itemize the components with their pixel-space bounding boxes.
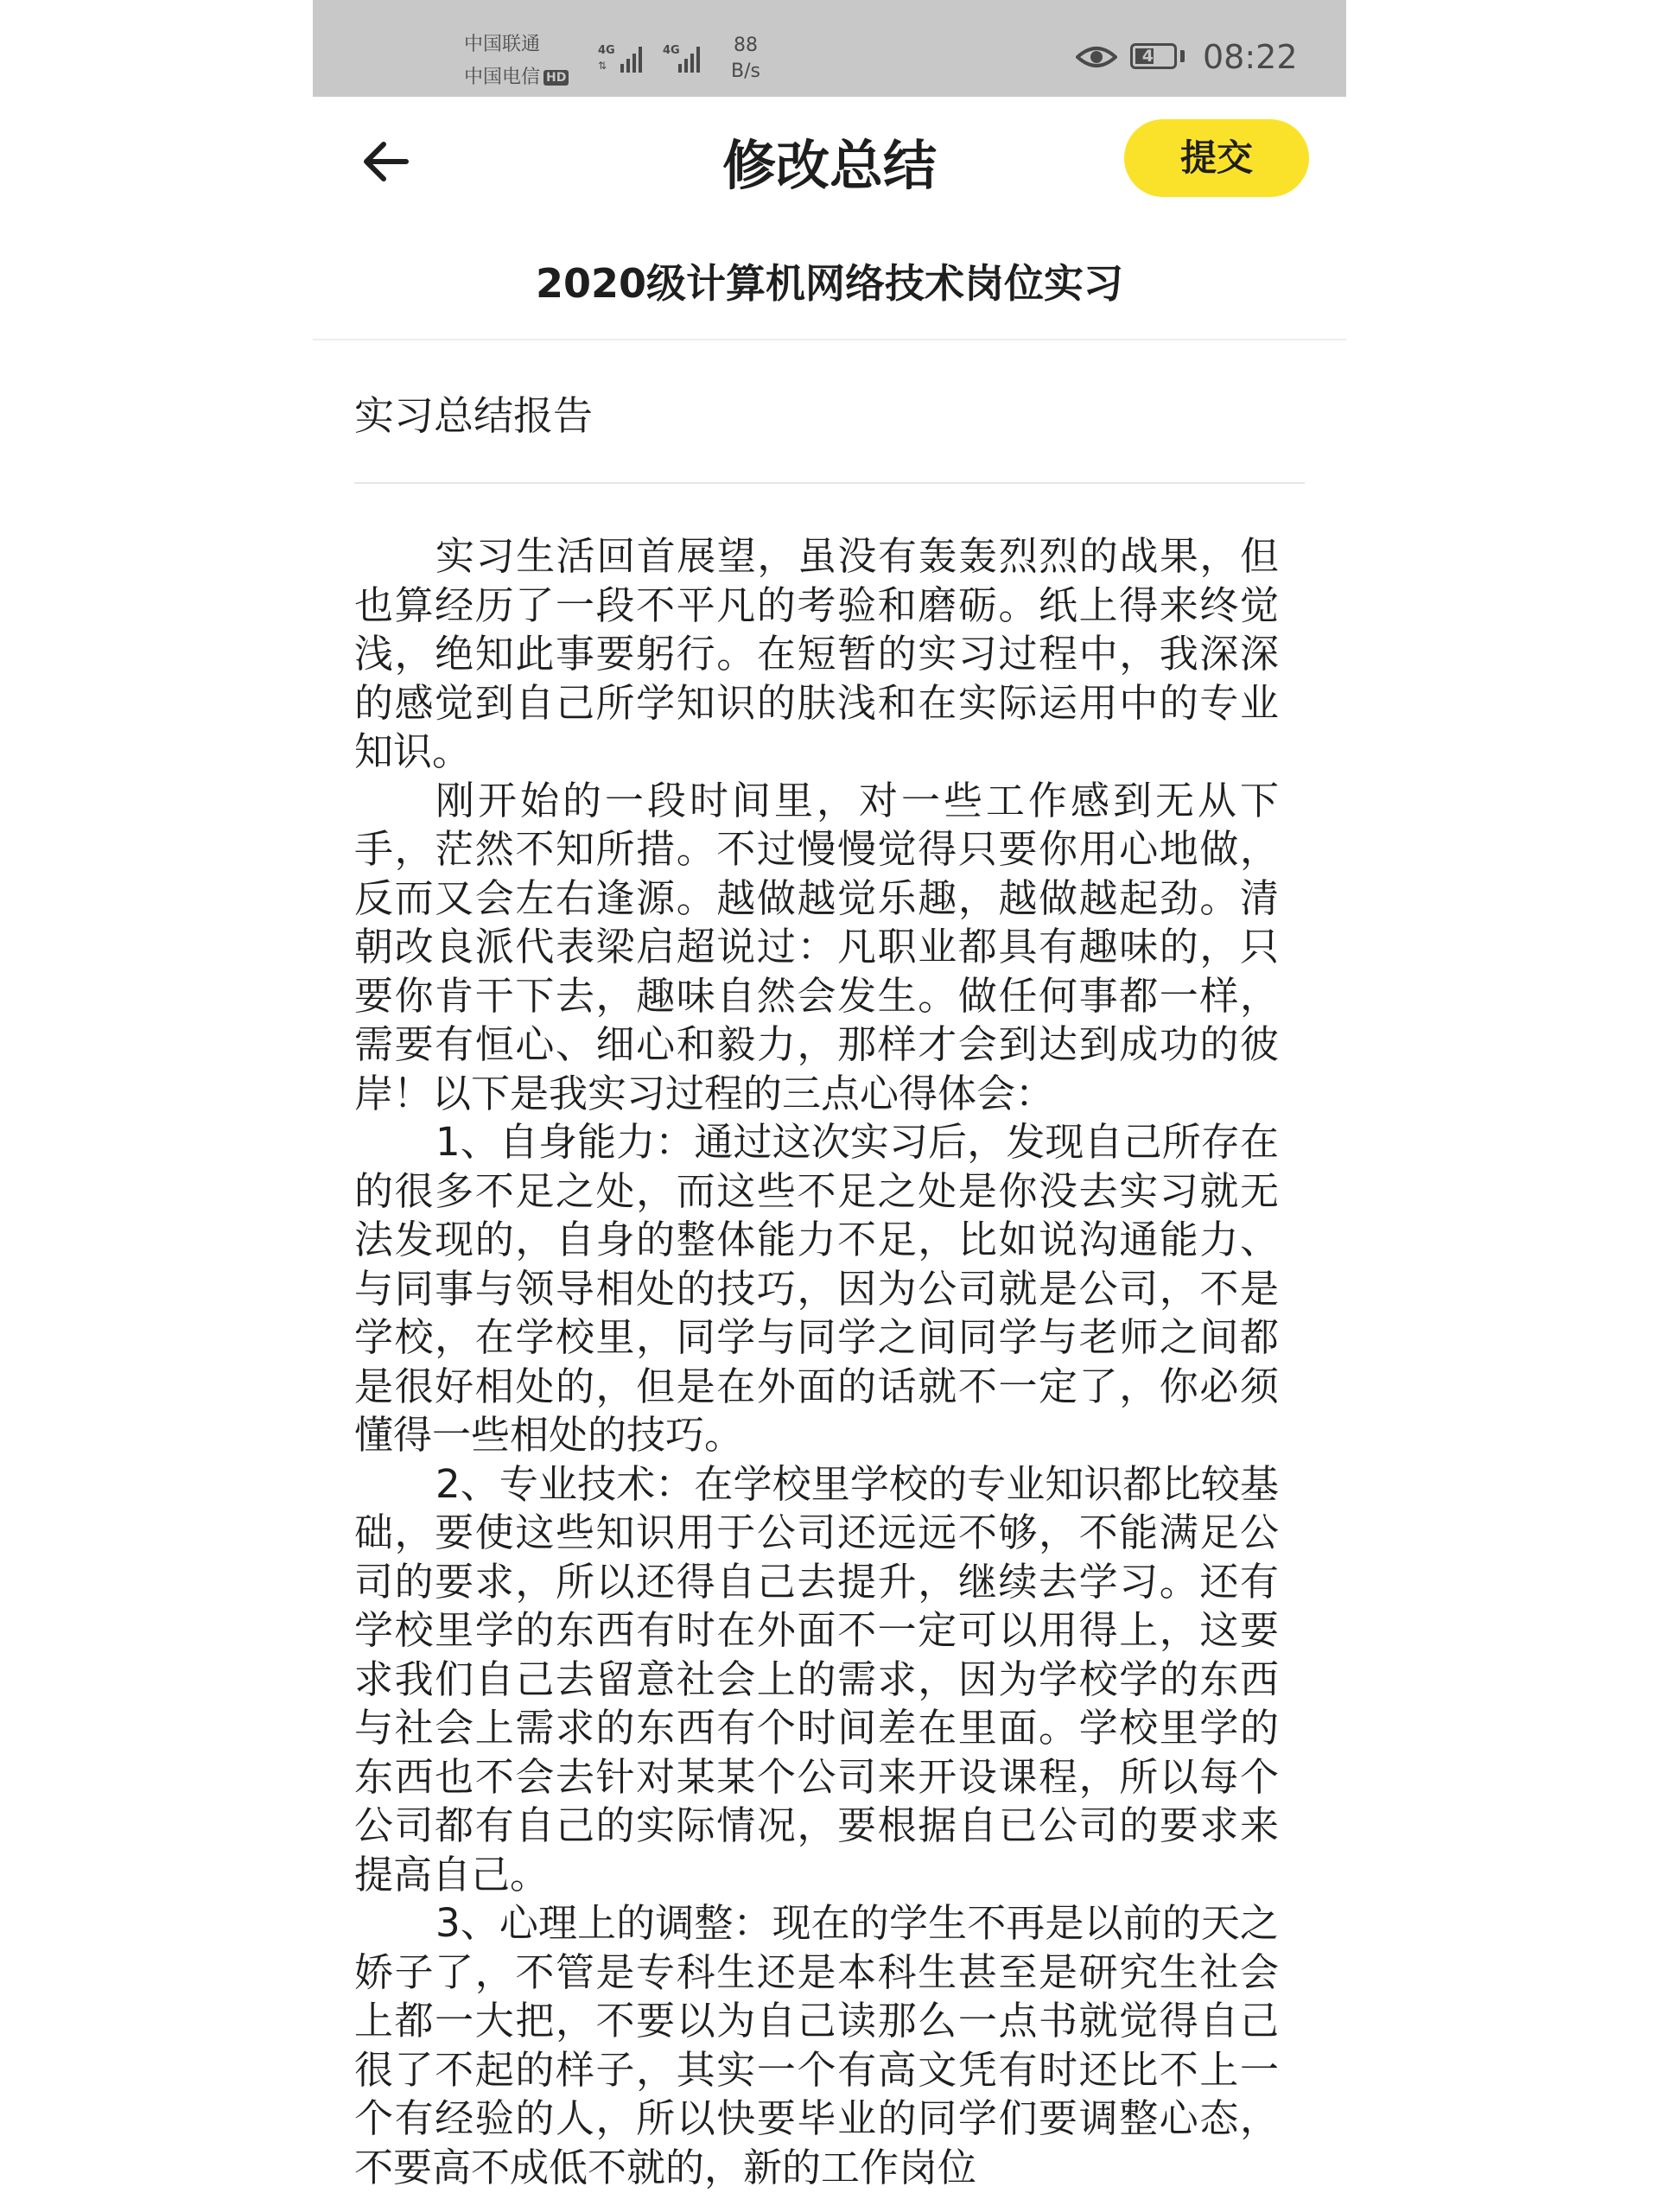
signal-icon <box>663 41 715 76</box>
page-title: 修改总结 <box>721 134 937 197</box>
body-paragraph: 实习生活回首展望，虽没有轰轰烈烈的战果，但也算经历了一段不平凡的考验和磨砺。纸上得来终觉浅，绝知此事要躬行。在短暂的实习过程中，我深深的感觉到自己所学知识的肤浅和在实际运用中的专业知识。 <box>354 533 1279 774</box>
body-paragraph: 1、自身能力：通过这次实习后，发现自己所存在的很多不足之处，而这些不足之处是你没去实习就无法发现的，自身的整体能力不足，比如说沟通能力、与同事与领导相处的技巧，因为公司就是公司，不是学校，在学校里，同学与同学之间同学与老师之间都是很好相处的，但是在外面的话就不一定了，你必须懂得一些相处的技巧。 <box>354 1119 1279 1458</box>
course-title: 2020级计算机网络技术岗位实习 <box>535 260 1124 307</box>
body-paragraph: 2、专业技术：在学校里学校的专业知识都比较基础，要使这些知识用于公司还远远不够，不能满足公司的要求，所以还得自己去提升，继续去学习。还有学校里学的东西有时在外面不一定可以用得上，这要求我们自己去留意社会上的需求，因为学校学的东西与社会上需求的东西有个时间差在里面。学校里学的东西也不会去针对某某个公司来开设课程，所以每个公司都有自己的实际情况，要根据自已公司的要求来提高自己。 <box>354 1460 1279 1897</box>
signal-icon <box>598 41 650 76</box>
net-speed <box>731 33 760 85</box>
phone-screen <box>313 0 1346 2212</box>
carrier-1-label: 中国联通 <box>464 34 541 55</box>
divider <box>313 339 1346 340</box>
report-title-input[interactable]: 实习总结报告 <box>354 392 593 439</box>
body-paragraph: 刚开始的一段时间里，对一些工作感到无从下手，茫然不知所措。不过慢慢觉得只要你用心地做，反而又会左右逢源。越做越觉乐趣，越做越起劲。清朝改良派代表梁启超说过：凡职业都具有趣味的，只要你肯干下去，趣味自然会发生。做任何事都一样，需要有恒心、细心和毅力，那样才会到达到成功的彼岸！以下是我实习过程的三点心得体会： <box>354 777 1279 1116</box>
clock: 08:22 <box>1203 38 1298 76</box>
carrier-2-label <box>464 62 569 89</box>
submit-button[interactable]: 提交 <box>1124 119 1309 197</box>
eye-icon <box>1076 43 1117 71</box>
signal-2-label: 4G <box>663 44 680 57</box>
net-speed-unit: B/s <box>731 60 760 82</box>
divider <box>354 482 1305 484</box>
signal-1-label: 4G <box>598 44 615 57</box>
net-speed-value: 88 <box>733 35 758 56</box>
carrier-2-text: 中国电信 <box>464 67 541 88</box>
signal-1-arrows-icon: ⇅ <box>598 60 607 72</box>
battery-cap <box>1180 50 1185 62</box>
top-app-bar <box>313 97 1346 222</box>
battery-percent: 49 <box>1141 47 1166 66</box>
summary-body-textarea[interactable] <box>354 532 1279 2192</box>
battery-icon <box>1130 43 1177 69</box>
body-paragraph: 3、心理上的调整：现在的学生不再是以前的天之娇子了，不管是专科生还是本科生甚至是研究生社会上都一大把，不要以为自己读那么一点书就觉得自己很了不起的样子，其实一个有高文凭有时还比不上一个有经验的人，所以快要毕业的同学们要调整心态，不要高不成低不就的，新的工作岗位 <box>354 1900 1279 2190</box>
status-bar <box>313 0 1346 97</box>
hd-badge: HD <box>543 70 569 86</box>
